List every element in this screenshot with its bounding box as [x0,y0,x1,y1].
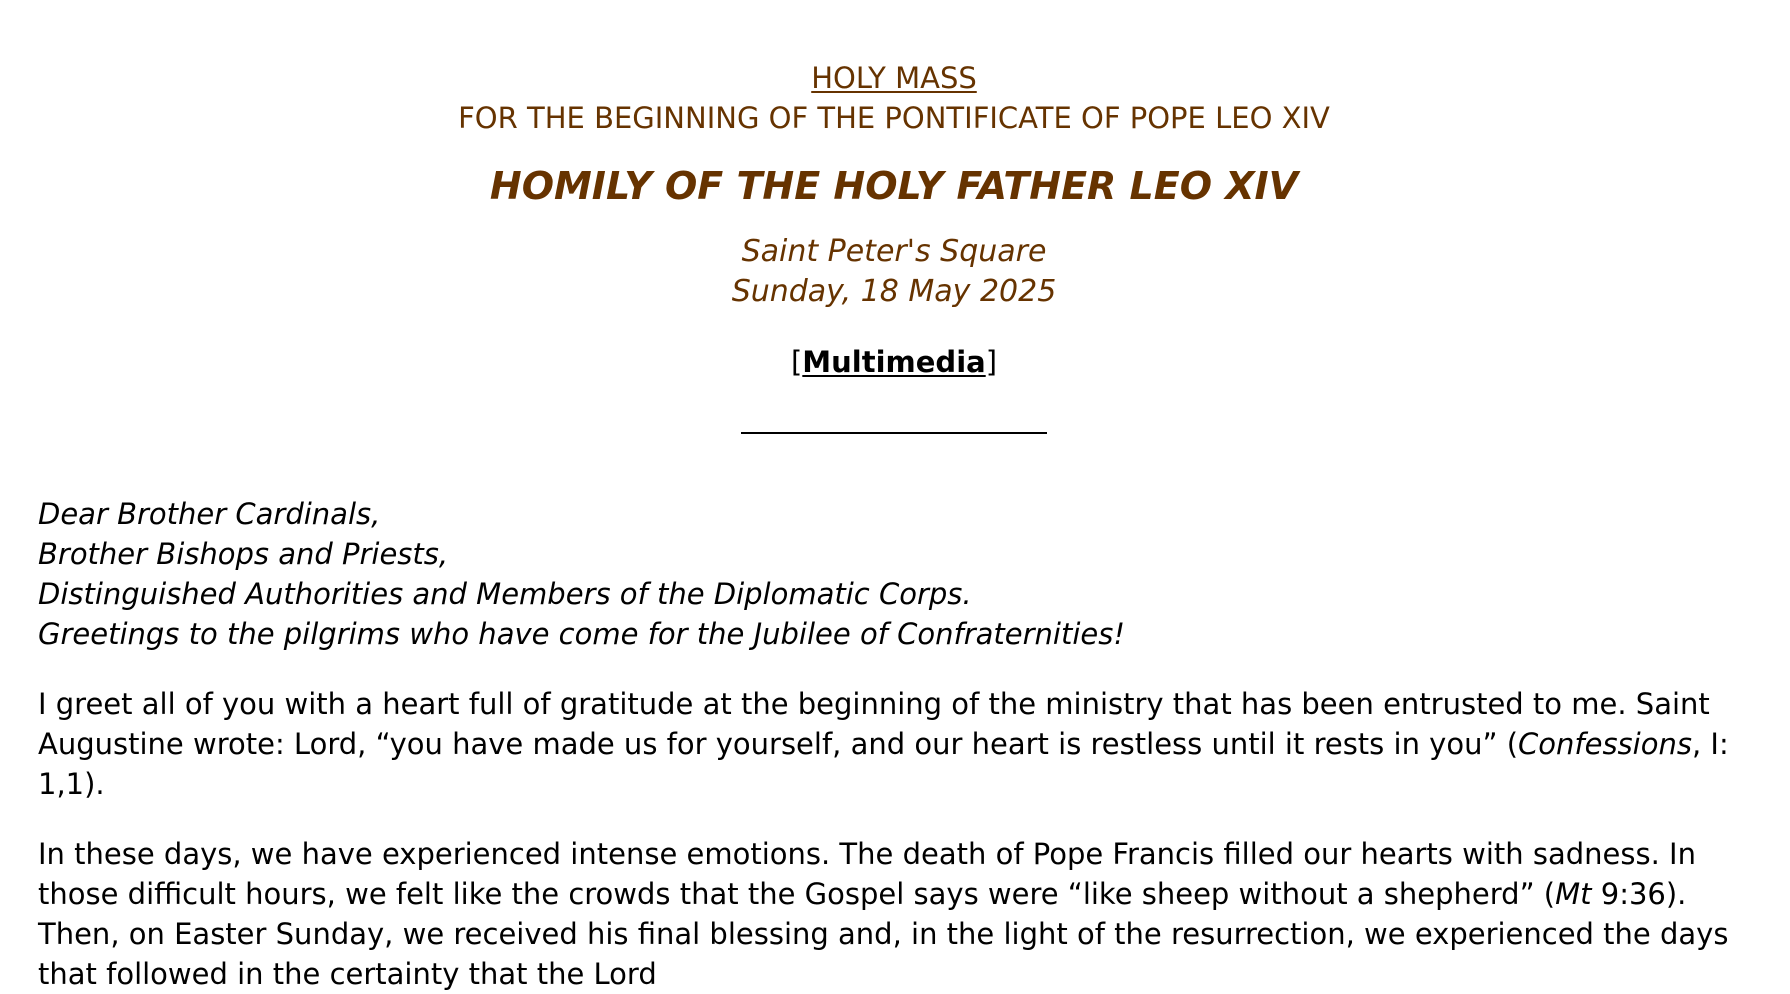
mass-subtitle: FOR THE BEGINNING OF THE PONTIFICATE OF POPE LEO XIV [458,101,1330,135]
greeting-line: Dear Brother Cardinals, [38,497,381,531]
homily-document [38,0,1750,994]
mass-title: HOLY MASS [811,61,977,95]
greeting-line: Greetings to the pilgrims who have come for the Jubilee of Confraternities! [38,617,1125,651]
homily-title: HOMILY OF THE HOLY FATHER LEO XIV [489,164,1299,208]
date: Sunday, 18 May 2025 [731,274,1057,309]
greeting-line: Distinguished Authorities and Members of the Diplomatic Corps. [38,577,972,611]
paragraph-text: 9:36). Then, on Easter Sunday, we received his final blessing and, in the light of the resurrection, we experienced the days that followed in the certainty that the Lord [38,877,1729,991]
citation-title: Mt [1555,877,1592,911]
multimedia-link[interactable]: Multimedia [802,345,986,379]
greeting [38,494,1750,654]
greeting-line: Brother Bishops and Priests, [38,537,449,571]
document-header [38,0,1750,312]
paragraph-text: , I: 1,1). [38,727,1729,801]
multimedia-line [38,342,1750,382]
place: Saint Peter's Square [741,234,1047,269]
bracket-open: [ [790,345,803,379]
paragraph-text: In these days, we have experienced intense emotions. The death of Pope Francis filled our hearts with sadness. In those difficult hours, we felt like the crowds that the Gospel says were “like sheep without a shepherd” ( [38,837,1696,911]
paragraph-1 [38,684,1750,804]
paragraph-2 [38,834,1750,994]
citation-title: Confessions [1518,727,1692,761]
bracket-close: ] [985,345,998,379]
divider [741,432,1047,434]
paragraph-text: I greet all of you with a heart full of gratitude at the beginning of the ministry that has been entrusted to me. Saint Augustine wrote: Lord, “you have made us for yourself, and our heart is restless until it rests in you” ( [38,687,1710,761]
